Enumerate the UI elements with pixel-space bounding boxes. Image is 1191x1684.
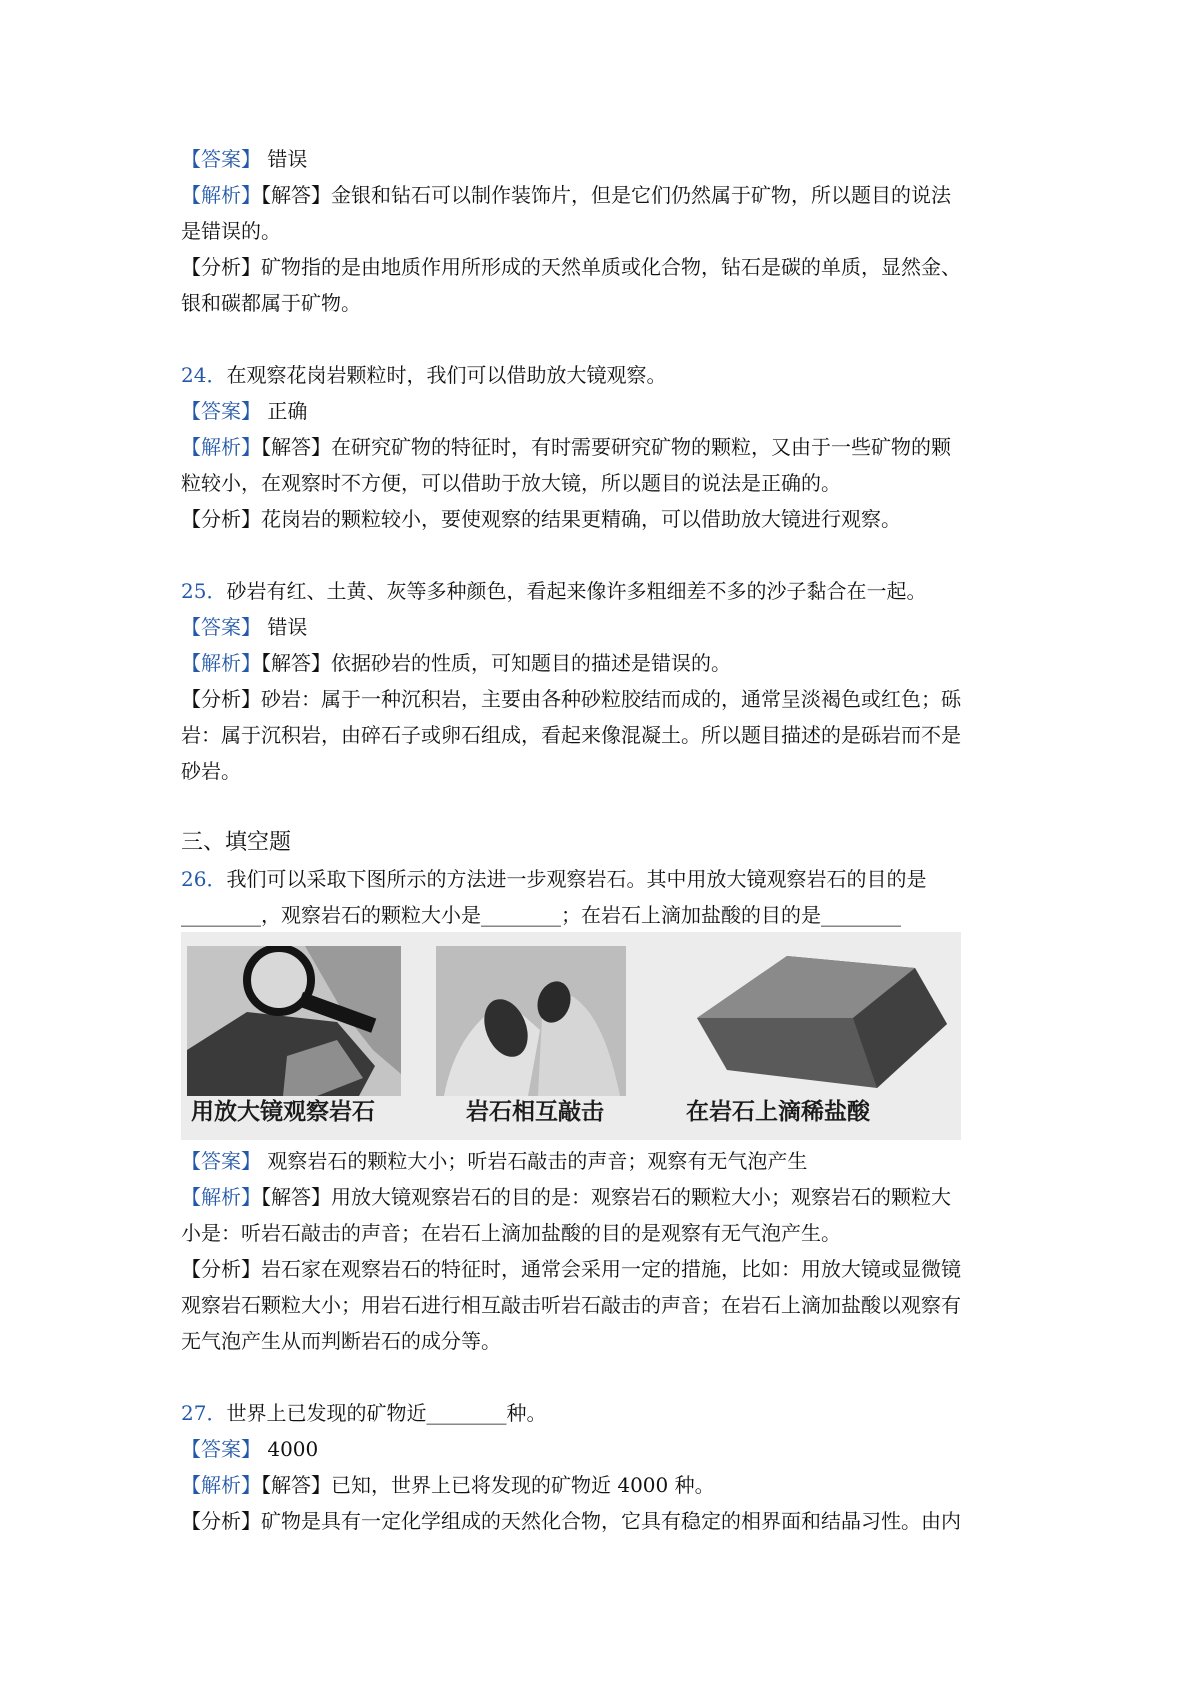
q23-analysis-text: 矿物指的是由地质作用所形成的天然单质或化合物，钻石是碳的单质，显然金、	[261, 255, 961, 279]
q26-question	[181, 862, 926, 896]
rock-illustration	[683, 946, 957, 1096]
q27-explain-line	[181, 1468, 715, 1502]
q23-explain-text: 【解答】金银和钻石可以制作装饰片，但是它们仍然属于矿物，所以题目的说法	[261, 183, 951, 207]
answer-label: 【答案】	[181, 1149, 261, 1173]
rock-observation-figure	[181, 932, 961, 1140]
q24-question-text: 在观察花岗岩颗粒时，我们可以借助放大镜观察。	[226, 363, 667, 387]
q24-explain-line	[181, 430, 951, 464]
question-number: 24．	[181, 363, 227, 387]
explain-label: 【解析】	[181, 1473, 261, 1497]
q25-analysis-text: 砂岩：属于一种沉积岩，主要由各种砂粒胶结而成的，通常呈淡褐色或红色；砾	[261, 687, 961, 711]
striking-photo	[436, 946, 626, 1096]
caption-magnifier: 用放大镜观察岩石	[191, 1099, 375, 1125]
q23-answer-line	[181, 142, 307, 176]
q23-explain-line	[181, 178, 951, 212]
q27-question-text: 世界上已发现的矿物近________种。	[226, 1401, 547, 1425]
explain-label: 【解析】	[181, 1185, 261, 1209]
q27-answer-line	[181, 1432, 318, 1466]
q23-analysis-line-2: 银和碳都属于矿物。	[181, 291, 361, 315]
q26-analysis-text: 岩石家在观察岩石的特征时，通常会采用一定的措施，比如：用放大镜或显微镜	[261, 1257, 961, 1281]
q24-question	[181, 358, 666, 392]
q27-explain-text: 【解答】已知，世界上已将发现的矿物近 4000 种。	[261, 1473, 715, 1497]
q25-answer-line	[181, 610, 307, 644]
q23-explain-line-2: 是错误的。	[181, 219, 281, 243]
q26-explain-line-2: 小是：听岩石敲击的声音；在岩石上滴加盐酸的目的是观察有无气泡产生。	[181, 1221, 841, 1245]
answer-label: 【答案】	[181, 147, 261, 171]
q26-explain-text: 【解答】用放大镜观察岩石的目的是：观察岩石的颗粒大小；观察岩石的颗粒大	[261, 1185, 951, 1209]
question-number: 26．	[181, 867, 227, 891]
striking-illustration	[436, 946, 626, 1096]
q25-explain-text: 【解答】依据砂岩的性质，可知题目的描述是错误的。	[261, 651, 731, 675]
analysis-label: 【分析】	[181, 255, 261, 279]
q24-answer: 正确	[267, 399, 308, 423]
q26-answer: 观察岩石的颗粒大小；听岩石敲击的声音；观察有无气泡产生	[267, 1149, 808, 1173]
question-number: 27．	[181, 1401, 227, 1425]
question-number: 25．	[181, 579, 227, 603]
explain-label: 【解析】	[181, 651, 261, 675]
q25-analysis-line	[181, 682, 961, 716]
q25-answer: 错误	[267, 615, 308, 639]
analysis-label: 【分析】	[181, 1509, 261, 1533]
q26-analysis-line-2: 观察岩石颗粒大小；用岩石进行相互敲击听岩石敲击的声音；在岩石上滴加盐酸以观察有	[181, 1293, 961, 1317]
section-title: 三、填空题	[181, 830, 292, 855]
q25-analysis-line-2: 岩：属于沉积岩，由碎石子或卵石组成，看起来像混凝土。所以题目描述的是砾岩而不是	[181, 723, 961, 747]
analysis-label: 【分析】	[181, 507, 261, 531]
q27-answer: 4000	[267, 1437, 319, 1461]
q24-explain-line-2: 粒较小，在观察时不方便，可以借助于放大镜，所以题目的说法是正确的。	[181, 471, 841, 495]
q26-analysis-line	[181, 1252, 961, 1286]
q27-analysis-text: 矿物是具有一定化学组成的天然化合物，它具有稳定的相界面和结晶习性。由内	[261, 1509, 961, 1533]
q26-question-text: 我们可以采取下图所示的方法进一步观察岩石。其中用放大镜观察岩石的目的是	[226, 867, 927, 891]
q25-question	[181, 574, 926, 608]
q27-question	[181, 1396, 546, 1430]
q24-answer-line	[181, 394, 307, 428]
q25-question-text: 砂岩有红、土黄、灰等多种颜色，看起来像许多粗细差不多的沙子黏合在一起。	[226, 579, 927, 603]
magnifier-photo	[187, 946, 401, 1096]
q26-question-line-2: ________，观察岩石的颗粒大小是________；在岩石上滴加盐酸的目的是________	[181, 903, 901, 927]
explain-label: 【解析】	[181, 183, 261, 207]
caption-acid: 在岩石上滴稀盐酸	[686, 1099, 870, 1125]
q24-analysis-text: 花岗岩的颗粒较小，要使观察的结果更精确，可以借助放大镜进行观察。	[261, 507, 901, 531]
q27-analysis-line	[181, 1504, 961, 1538]
caption-striking: 岩石相互敲击	[466, 1099, 604, 1125]
q24-explain-text: 【解答】在研究矿物的特征时，有时需要研究矿物的颗粒，又由于一些矿物的颗	[261, 435, 951, 459]
answer-label: 【答案】	[181, 615, 261, 639]
q26-explain-line	[181, 1180, 951, 1214]
analysis-label: 【分析】	[181, 687, 261, 711]
q23-analysis-line	[181, 250, 961, 284]
q25-explain-line	[181, 646, 731, 680]
magnifier-illustration	[187, 946, 401, 1096]
answer-label: 【答案】	[181, 1437, 261, 1461]
q25-analysis-line-3: 砂岩。	[181, 759, 241, 783]
q23-answer: 错误	[267, 147, 308, 171]
acid-photo	[683, 946, 957, 1096]
q26-analysis-line-3: 无气泡产生从而判断岩石的成分等。	[181, 1329, 501, 1353]
q24-analysis-line	[181, 502, 901, 536]
answer-label: 【答案】	[181, 399, 261, 423]
q26-answer-line	[181, 1144, 807, 1178]
explain-label: 【解析】	[181, 435, 261, 459]
analysis-label: 【分析】	[181, 1257, 261, 1281]
